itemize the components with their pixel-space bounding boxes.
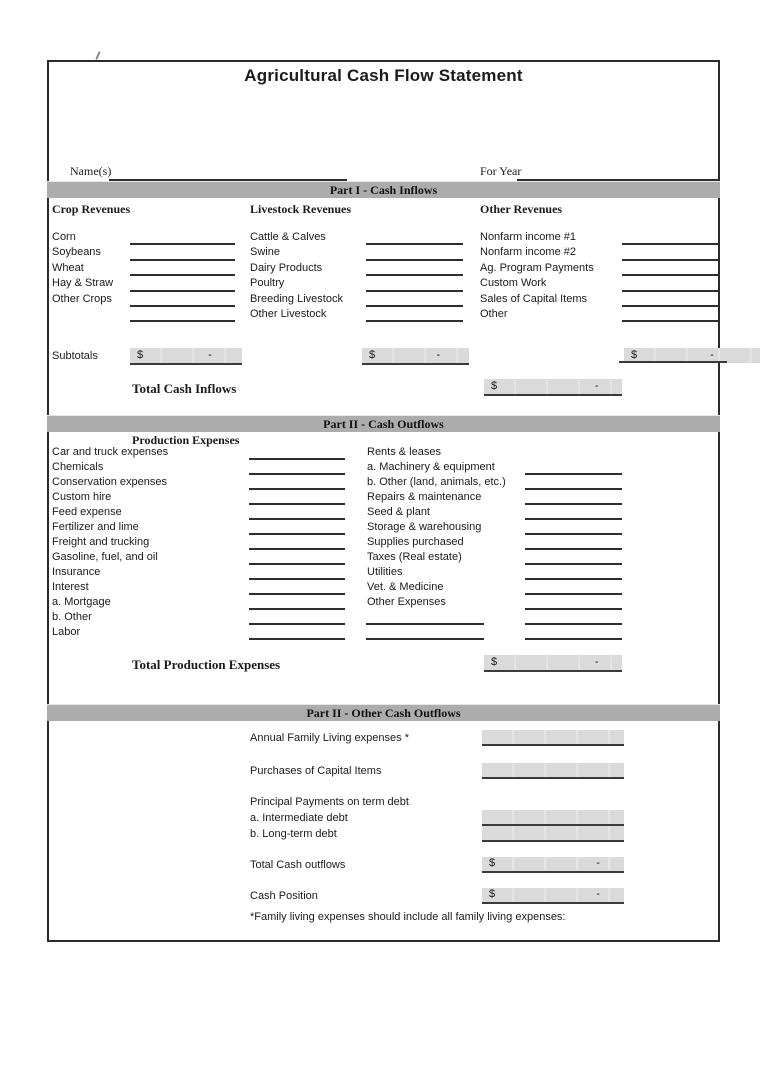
revenue-item-label: Corn [52, 231, 76, 243]
revenue-item-label: Poultry [250, 277, 285, 290]
other-outflow-row [250, 730, 720, 746]
dollar-sign: $ [631, 349, 638, 361]
for-year-input-line[interactable] [517, 161, 718, 181]
revenue-row [52, 307, 282, 322]
expense-item-label: Other Expenses [367, 596, 446, 608]
revenue-row [480, 261, 720, 276]
other-subtotal-underline [619, 361, 727, 363]
other-outflow-value-cell[interactable] [482, 857, 624, 873]
dollar-sign: $ [489, 857, 496, 869]
livestock-subtotal-cell[interactable] [362, 348, 469, 365]
revenue-item-label: Nonfarm income #1 [480, 231, 576, 243]
other-outflow-label: a. Intermediate debt [250, 812, 348, 824]
other-outflow-label: Annual Family Living expenses * [250, 732, 409, 744]
expense-row [52, 490, 348, 505]
revenue-item-label: Cattle & Calves [250, 231, 326, 243]
stray-pen-mark [95, 51, 100, 60]
expense-row [366, 595, 622, 610]
other-outflow-value-cell[interactable] [482, 763, 624, 779]
expense-item-label: b. Other (land, animals, etc.) [367, 476, 506, 488]
expense-item-label: Vet. & Medicine [367, 581, 444, 593]
other-outflow-value-cell[interactable] [482, 730, 624, 746]
revenue-row [480, 230, 720, 245]
expense-item-label: Labor [52, 626, 81, 638]
other-outflow-value-cell[interactable] [482, 826, 624, 842]
expense-item-label: b. Other [52, 611, 92, 623]
other-outflow-row [250, 794, 720, 810]
revenue-row [52, 261, 282, 276]
empty-value-dash: - [594, 380, 599, 392]
other-revenues-rows [480, 230, 720, 322]
revenue-row [52, 292, 282, 307]
expense-row [52, 595, 348, 610]
expense-item-label: Feed expense [52, 506, 122, 518]
revenue-item-label: Custom Work [480, 277, 547, 290]
empty-value-dash: - [594, 656, 599, 668]
expense-item-label: Fertilizer and lime [52, 521, 139, 533]
expense-item-label: Repairs & maintenance [367, 491, 482, 503]
expense-item-label: Storage & warehousing [367, 521, 482, 533]
expense-item-label: a. Mortgage [52, 596, 111, 608]
dollar-sign: $ [491, 656, 498, 668]
revenue-row [52, 230, 282, 245]
revenue-row [52, 245, 282, 260]
dollar-sign: $ [489, 888, 496, 900]
revenue-row [250, 292, 510, 307]
other-outflow-row [250, 763, 720, 779]
livestock-revenues-header: Livestock Revenues [250, 202, 351, 216]
crop-revenues-rows [52, 230, 285, 322]
other-outflow-row [250, 888, 720, 904]
revenue-item-label: Wheat [52, 261, 84, 274]
revenue-item-label: Nonfarm income #2 [480, 246, 576, 259]
expense-row [366, 445, 622, 460]
total-cash-inflows-cell[interactable] [484, 379, 622, 396]
crop-subtotal-cell[interactable] [130, 348, 242, 365]
expense-row [52, 520, 348, 535]
revenue-item-label: Other Livestock [250, 307, 327, 320]
expense-item-label: Taxes (Real estate) [367, 551, 462, 563]
expense-item-label: Car and truck expenses [52, 446, 169, 458]
total-production-expenses-label: Total Production Expenses [132, 657, 281, 672]
revenue-row [250, 245, 510, 260]
other-outflow-value-cell[interactable] [482, 810, 624, 826]
other-outflow-label: Cash Position [250, 890, 318, 902]
expense-row [366, 580, 622, 595]
revenue-row [250, 261, 510, 276]
expense-row [52, 475, 348, 490]
expense-input-line[interactable] [249, 638, 345, 640]
expense-row [366, 520, 622, 535]
dollar-sign: $ [137, 349, 144, 361]
crop-revenues-header: Crop Revenues [52, 202, 131, 216]
revenue-item-label: Hay & Straw [52, 277, 114, 290]
other-outflow-row [250, 857, 720, 873]
expense-row [52, 505, 348, 520]
revenue-row [480, 307, 720, 322]
total-cash-inflows-label: Total Cash Inflows [132, 381, 237, 396]
form-page [47, 60, 720, 942]
expense-row [366, 490, 622, 505]
expense-item-label: Seed & plant [367, 506, 430, 518]
other-outflow-row [250, 810, 720, 826]
total-production-expenses-cell[interactable] [484, 655, 622, 672]
expense-item-label: Chemicals [52, 461, 104, 473]
expense-item-label: Interest [52, 581, 89, 593]
production-expense-left-rows [52, 445, 348, 640]
revenue-row [250, 276, 510, 291]
revenue-item-label: Other Crops [52, 292, 112, 305]
subtotals-label: Subtotals [52, 350, 98, 362]
other-outflow-row [250, 826, 720, 842]
revenue-item-label: Soybeans [52, 246, 101, 259]
expense-item-label: a. Machinery & equipment [367, 461, 495, 473]
revenue-row [480, 245, 720, 260]
expense-item-label: Rents & leases [367, 446, 441, 458]
expense-item-label: Supplies purchased [367, 536, 464, 548]
revenue-row [52, 276, 285, 291]
other-outflow-label: Total Cash outflows [250, 859, 346, 871]
other-outflow-label: Principal Payments on term debt [250, 796, 409, 808]
expense-row [52, 550, 348, 565]
dollar-sign: $ [491, 380, 498, 392]
revenue-row [250, 230, 510, 245]
expense-row [366, 535, 622, 550]
revenue-input-line[interactable] [366, 320, 463, 322]
expense-row [366, 625, 622, 640]
expense-item-label: Conservation expenses [52, 476, 167, 488]
expense-row [52, 565, 348, 580]
expense-row [52, 460, 348, 475]
revenue-row [480, 276, 720, 291]
revenue-item-label: Ag. Program Payments [480, 261, 594, 274]
empty-value-dash: - [710, 349, 714, 361]
expense-row [366, 550, 622, 565]
expense-row [366, 460, 622, 475]
dollar-sign: $ [369, 349, 376, 361]
expense-input-line[interactable] [366, 638, 484, 640]
part1-band: Part I - Cash Inflows [47, 181, 720, 198]
expense-row [52, 535, 348, 550]
expense-item-label: Utilities [367, 566, 403, 578]
revenue-row [480, 292, 720, 307]
names-input-line[interactable] [109, 161, 347, 181]
empty-value-dash: - [596, 857, 600, 869]
expense-row [52, 610, 348, 625]
empty-value-dash: - [596, 888, 600, 900]
for-year-label: For Year [480, 164, 522, 178]
expense-item-label: Freight and trucking [52, 536, 150, 548]
revenue-item-label: Swine [250, 246, 280, 259]
expense-row [366, 505, 622, 520]
family-living-footnote: *Family living expenses should include all family living expenses: [250, 911, 566, 923]
other-outflow-label: Purchases of Capital Items [250, 765, 382, 777]
expense-row [52, 580, 348, 595]
other-outflow-label: b. Long-term debt [250, 828, 337, 840]
empty-value-dash: - [208, 349, 212, 361]
other-cash-outflow-rows [250, 730, 720, 904]
names-label: Name(s) [70, 164, 112, 178]
expense-row [52, 445, 348, 460]
expense-row [52, 625, 348, 640]
expense-row [366, 610, 622, 625]
revenue-input-line[interactable] [622, 320, 720, 322]
revenue-input-line[interactable] [130, 320, 235, 322]
revenue-item-label: Dairy Products [250, 261, 323, 274]
expense-item-label: Gasoline, fuel, and oil [52, 551, 158, 563]
expense-row [366, 565, 622, 580]
livestock-revenues-rows [250, 230, 510, 322]
expense-input-line[interactable] [525, 638, 622, 640]
expense-row [366, 475, 622, 490]
production-expenses-header: Production Expenses [132, 433, 240, 447]
empty-value-dash: - [436, 349, 441, 361]
part2-other-band: Part II - Other Cash Outflows [47, 704, 720, 721]
expense-item-label: Insurance [52, 566, 101, 578]
production-expense-right-rows [366, 445, 622, 640]
revenue-row [250, 307, 510, 322]
revenue-item-label: Sales of Capital Items [480, 292, 587, 305]
expense-item-label: Custom hire [52, 491, 112, 503]
part2-band: Part II - Cash Outflows [47, 415, 720, 432]
revenue-item-label: Other [480, 307, 508, 320]
page-title: Agricultural Cash Flow Statement [244, 66, 523, 85]
other-outflow-value-cell[interactable] [482, 888, 624, 904]
revenue-item-label: Breeding Livestock [250, 292, 343, 305]
other-revenues-header: Other Revenues [480, 202, 563, 216]
